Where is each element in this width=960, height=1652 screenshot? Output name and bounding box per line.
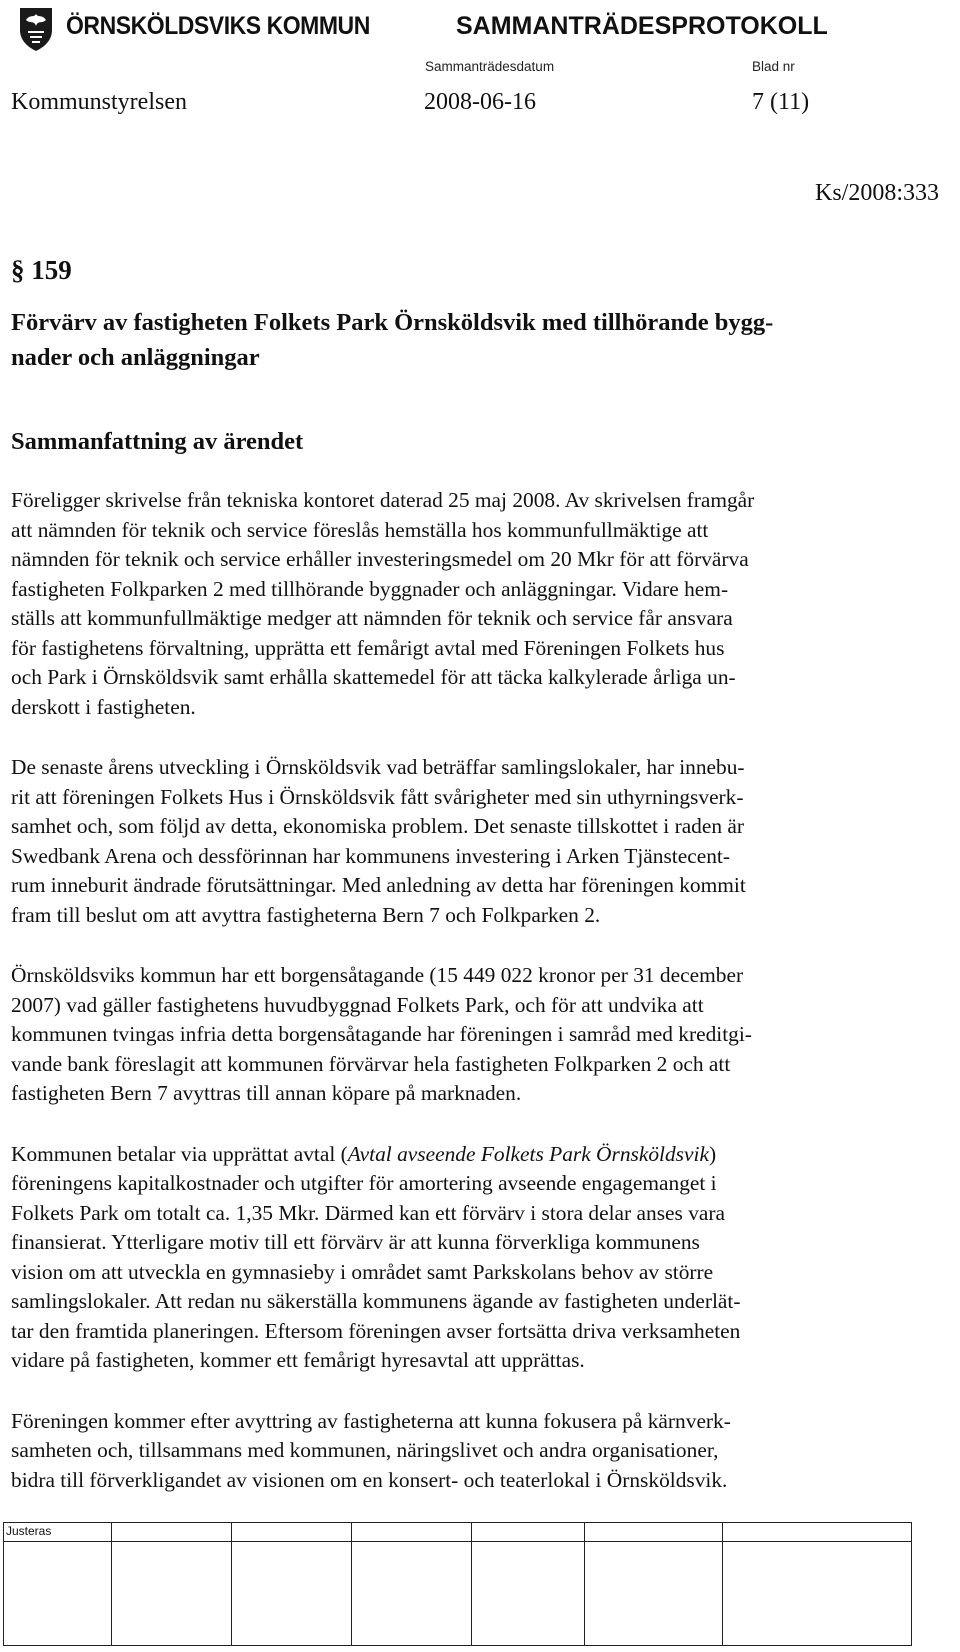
text-line: Föreningen kommer efter avyttring av fastigheterna att kunna fokusera på kärnverk- [11,1408,731,1433]
text-line: vande bank föreslagit att kommunen förvärvar hela fastigheten Folkparken 2 och att [11,1051,731,1076]
text-line: Kommunen betalar via upprättat avtal (Avtal avseende Folkets Park Örnsköldsvik) [11,1141,717,1166]
text-line: finansierat. Ytterligare motiv till ett förvärv är att kunna förverkliga kommunens [11,1230,700,1254]
date-label: Sammanträdesdatum [425,59,555,74]
section-heading: Sammanfattning av ärendet [11,428,304,455]
text-line: kommunen tvingas infria detta borgensåtagande har föreningen i samråd med kreditgi- [11,1022,752,1046]
text-line: De senaste årens utveckling i Örnsköldsvik vad beträffar samlingslokaler, har innebu- [11,755,745,779]
page-label: Blad nr [752,59,795,74]
text-line: Folkets Park om totalt ca. 1,35 Mkr. Därmed kan ett förvärv i stora delar anses vara [11,1200,726,1225]
text-line: rit att föreningen Folkets Hus i Örnsköldsvik fått svårigheter med sin uthyrningsverk- [11,784,744,809]
signature-cell [351,1523,472,1645]
paragraph [11,486,916,722]
text-line: 2007) vad gäller fastighetens huvudbyggnad Folkets Park, och för att undvika att [11,992,704,1017]
paragraph [11,961,916,1109]
signature-cell [584,1523,723,1645]
text-line: tar den framtida planeringen. Eftersom föreningen avser fortsätta driva verksamheten [11,1318,741,1343]
text-line: Föreligger skrivelse från tekniska kontoret daterad 25 maj 2008. Av skrivelsen framgår [11,488,755,512]
text-line: att nämnden för teknik och service föreslås hemställa hos kommunfullmäktige att [11,517,709,542]
text-line: rum inneburit ändrade förutsättningar. Med anledning av detta har föreningen kommit [11,873,746,897]
item-title-line: Förvärv av fastigheten Folkets Park Örnsköldsvik med tillhörande bygg- [11,309,774,336]
text-line: vision om att utveckla en gymnasieby i området samt Parkskolans behov av större [11,1259,714,1284]
paragraph [11,753,916,930]
signature-cell [231,1523,352,1645]
text-line: för fastighetens förvaltning, upprätta ett femårigt avtal med Föreningen Folkets hus [11,635,725,660]
paragraph [11,1140,916,1376]
signature-box [3,1522,912,1646]
text-line: samlingslokaler. Att redan nu säkerställa kommunens ägande av fastigheten underlät- [11,1289,741,1313]
text-line: fastigheten Bern 7 avyttras till annan köpare på marknaden. [11,1081,522,1105]
text-line: fram till beslut om att avyttra fastigheterna Bern 7 och Folkparken 2. [11,902,601,927]
meeting-date: 2008-06-16 [424,89,536,115]
text-line: samhet och, som följd av detta, ekonomiska problem. Det senaste tillskottet i raden är [11,814,745,838]
text-line: vidare på fastigheten, kommer ett femårigt hyresavtal att upprättas. [11,1348,585,1372]
text-line: Swedbank Arena och dessförinnan har kommunens investering i Arken Tjänstecent- [11,843,730,868]
signature-cell [471,1523,585,1645]
paragraph-number: § 159 [11,255,72,285]
text-line: nämnden för teknik och service erhåller investeringsmedel om 20 Mkr för att förvärva [11,547,749,571]
coat-of-arms-icon [18,6,54,52]
organization-name: ÖRNSKÖLDSVIKS KOMMUN [66,12,370,40]
text-line: fastigheten Folkparken 2 med tillhörande byggnader och anläggningar. Vidare hem- [11,576,729,601]
signature-cell [4,1523,112,1645]
document-type: SAMMANTRÄDESPROTOKOLL [456,12,828,40]
case-number: Ks/2008:333 [814,180,939,206]
attest-label: Justeras [6,1524,52,1538]
page-number: 7 (11) [752,89,810,115]
text-line: ställs att kommunfullmäktige medger att nämnden för teknik och service får ansvara [11,606,733,630]
text-line: föreningens kapitalkostnader och utgifter för amortering avseende engagemanget i [11,1171,717,1195]
paragraph [11,1407,916,1496]
text-line: samheten och, tillsammans med kommunen, näringslivet och andra organisationer, [11,1438,719,1462]
agreement-reference: Avtal avseende Folkets Park Örnsköldsvik [347,1141,709,1166]
text-line: och Park i Örnsköldsvik samt erhålla skattemedel för att täcka kalkylerade årliga un- [11,665,736,689]
text-line: Örnsköldsviks kommun har ett borgensåtagande (15 449 022 kronor per 31 december [11,963,744,987]
signature-cell [111,1523,232,1645]
text-line: derskott i fastigheten. [11,694,196,719]
body-text [11,486,916,1495]
text-line: bidra till förverkligandet av visionen om en konsert- och teaterlokal i Örnsköldsvik. [11,1467,728,1492]
item-title-line: nader och anläggningar [11,344,260,371]
committee-name: Kommunstyrelsen [11,89,187,115]
item-title [11,305,911,375]
